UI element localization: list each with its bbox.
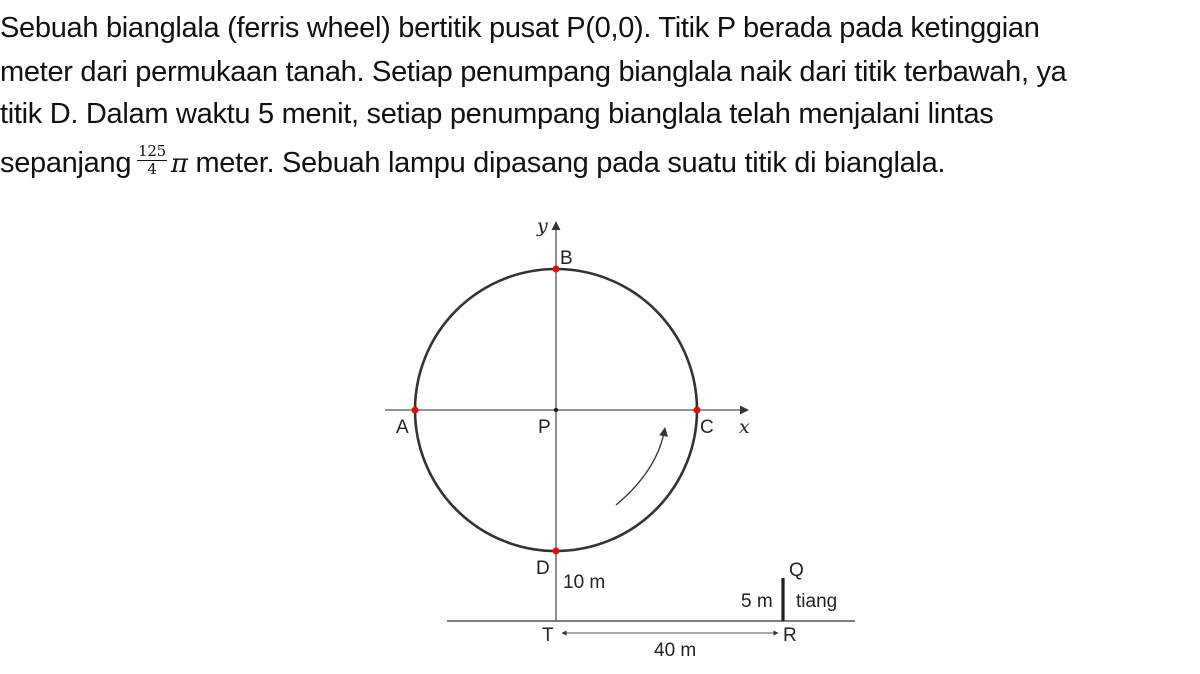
- label-B: B: [560, 248, 573, 269]
- pole-name-label: tiang: [796, 591, 838, 612]
- label-T: T: [542, 625, 554, 646]
- pole-height-label: 5 m: [741, 591, 773, 612]
- label-R: R: [783, 625, 797, 646]
- point-A-marker: [412, 407, 419, 414]
- problem-line-1: Sebuah bianglala (ferris wheel) bertitik pusat P(0,0). Titik P berada pada ketinggian: [0, 12, 1040, 44]
- point-B-marker: [553, 266, 560, 273]
- problem-line-3-text: titik D. Dalam waktu 5 menit, setiap penumpang bianglala telah menjalani lintas: [0, 98, 994, 130]
- point-P-marker: [554, 408, 558, 412]
- problem-line-4-start: sepanjang: [0, 147, 132, 180]
- problem-line-2: meter dari permukaan tanah. Setiap penumpang bianglala naik dari titik terbawah, ya: [0, 56, 1067, 88]
- label-P: P: [538, 417, 551, 438]
- height-D-ground-label: 10 m: [563, 572, 606, 593]
- y-axis-label: y: [537, 215, 548, 237]
- pi-symbol: π: [170, 149, 188, 180]
- fraction-numerator: 125: [138, 142, 166, 160]
- label-C: C: [700, 417, 714, 438]
- label-D: D: [536, 558, 550, 579]
- point-C-marker: [694, 407, 701, 414]
- label-A: A: [396, 417, 409, 438]
- rotation-direction-arrow: [616, 428, 665, 505]
- label-Q: Q: [789, 560, 804, 581]
- point-D-marker: [553, 548, 560, 555]
- fraction-denominator: 4: [147, 160, 157, 178]
- distance-T-R-label: 40 m: [654, 640, 697, 661]
- x-axis-label: x: [739, 416, 750, 438]
- problem-line-4-end: meter. Sebuah lampu dipasang pada suatu titik di bianglala.: [195, 147, 946, 180]
